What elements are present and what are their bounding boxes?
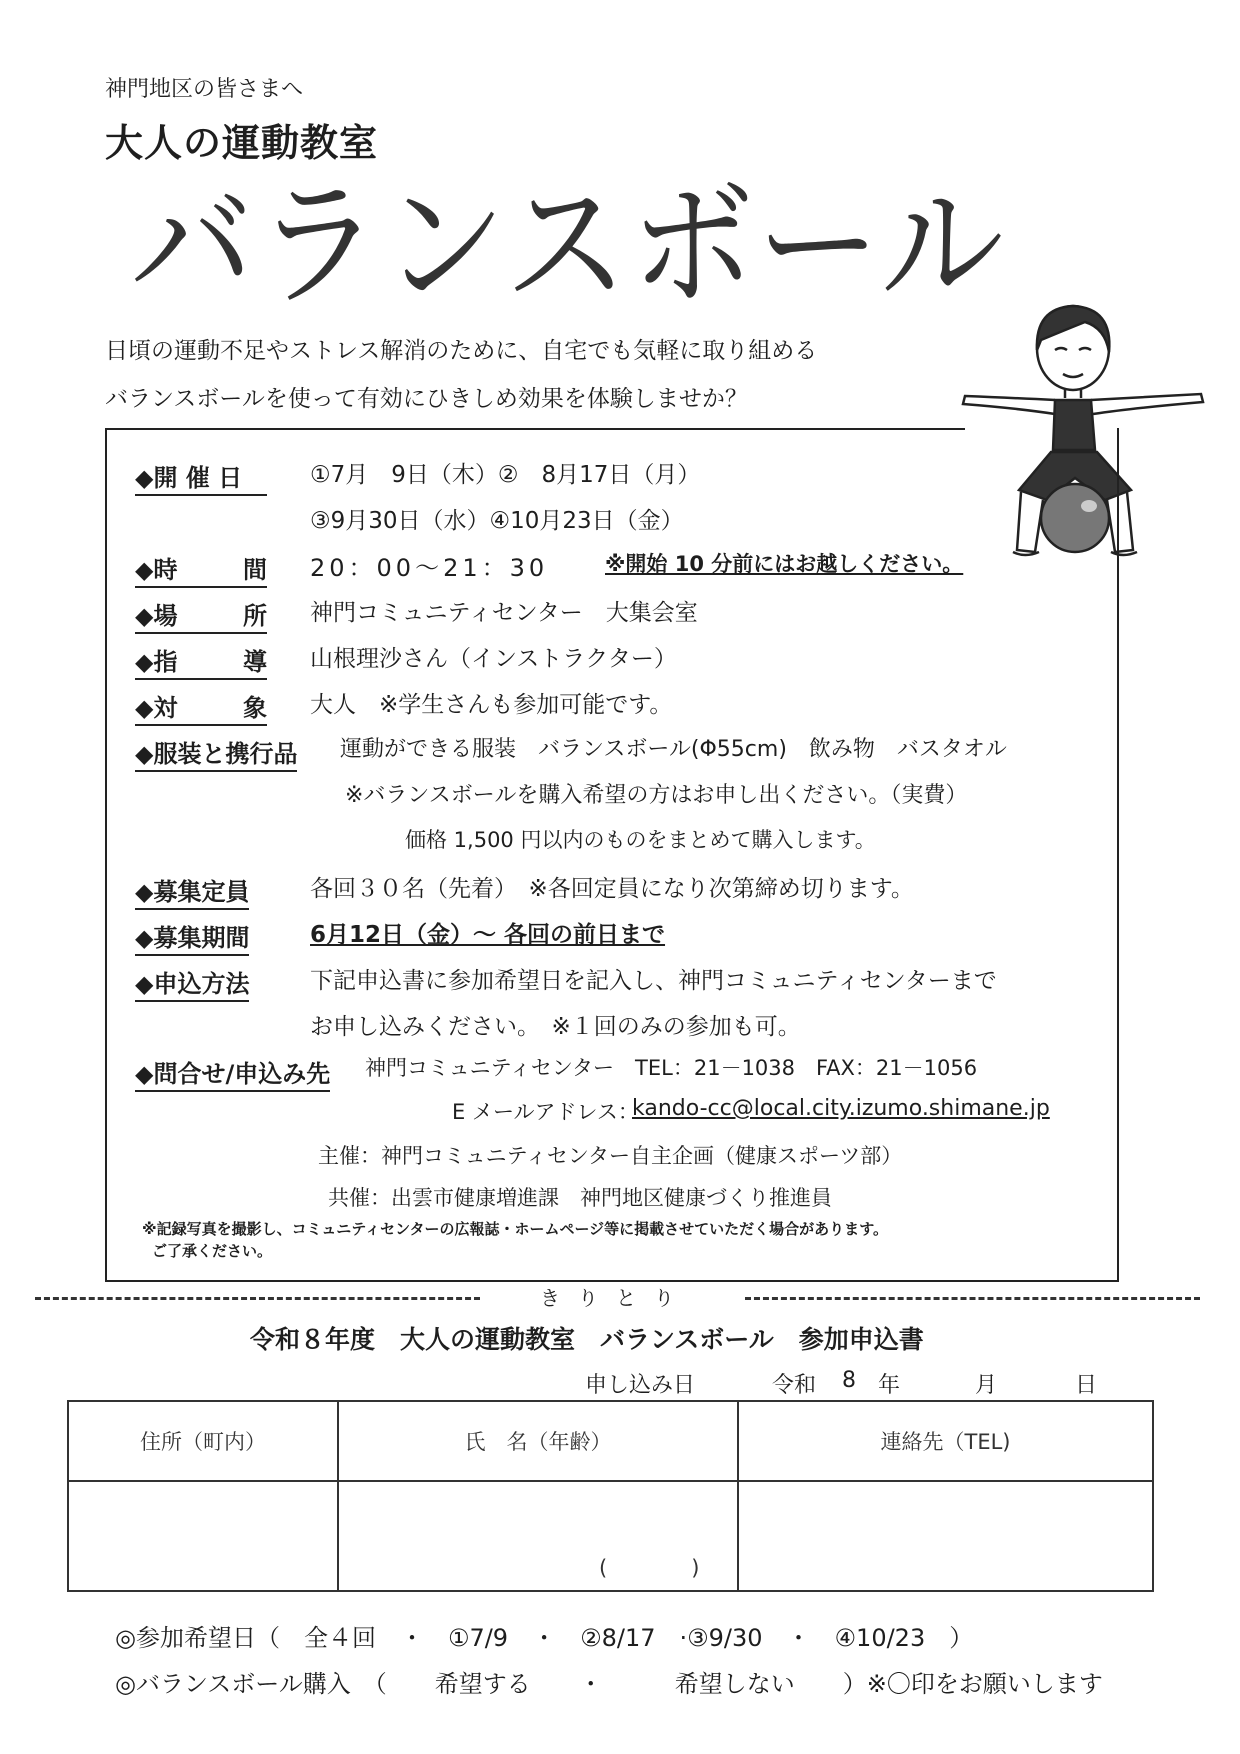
items-note-price: 価格 1,500 円以内のものをまとめて購入します。 [405,828,876,852]
instructor-value: 山根理沙さん（インストラクター） [310,646,677,672]
photo-note-2: ご了承ください。 [152,1242,273,1260]
contact-tel-field[interactable] [738,1481,1153,1591]
capacity-value: 各回３０名（先着） ※各回定員になり次第締め切ります。 [310,876,914,902]
apply-label: ◆申込方法 [135,964,249,1002]
apply-value-1: 下記申込書に参加希望日を記入し、神門コミュニティセンターまで [310,968,997,994]
ball-purchase-choice[interactable]: ◎バランスボール購入 （ 希望する ・ 希望しない ）※〇印をお願いします [115,1670,1103,1698]
cut-line-left [35,1297,480,1300]
address-field[interactable] [68,1481,338,1591]
dates-line-1: ①7月 9日（木）② 8月17日（月） [310,462,701,488]
dates-label: ◆開 催 日 [135,458,267,496]
intro-line-2: バランスボールを使って有効にひきしめ効果を体験しませか？ [105,386,748,412]
header-name-age: 氏 名（年齢） [338,1401,738,1481]
contact-value: 神門コミュニティセンター TEL：21－1038 FAX：21－1056 [365,1056,978,1080]
apply-value-2: お申し込みください。 ※１回のみの参加も可。 [310,1014,801,1040]
time-note: ※開始 10 分前にはお越しください。 [605,552,964,576]
items-value: 運動ができる服装 バランスボール(Φ55cm) 飲み物 バスタオル [340,737,1007,762]
form-date-year: 8 [842,1368,856,1393]
event-subtitle: 大人の運動教室 [105,121,379,165]
cosponsor: 共催：出雲市健康増進課 神門地区健康づくり推進員 [328,1186,832,1210]
instructor-label: ◆指 導 [135,642,267,680]
email-link[interactable]: kando-cc@local.city.izumo.shimane.jp [632,1096,1050,1121]
cut-line-label: きりとり [540,1286,692,1310]
header-contact-tel: 連絡先（TEL) [738,1401,1153,1481]
form-date-era: 令和 [772,1373,817,1398]
header-address: 住所（町内） [68,1401,338,1481]
age-parentheses: ( ) [599,1556,700,1580]
place-value: 神門コミュニティセンター 大集会室 [310,600,698,626]
time-value: 20：00～21：30 [310,554,549,582]
form-date-label: 申し込み日 [585,1373,696,1398]
contact-label: ◆問合せ/申込み先 [135,1054,330,1092]
event-title: バランスボール [130,165,1006,328]
form-date-month: 月 [975,1373,998,1398]
form-date-year-unit: 年 [878,1373,901,1398]
intro-line-1: 日頃の運動不足やストレス解消のために、自宅でも気軽に取り組める [105,338,818,364]
place-label: ◆場 所 [135,596,267,634]
period-value: 6月12日（金）～ 各回の前日まで [310,922,666,948]
photo-note-1: ※記録写真を撮影し、コミュニティセンターの広報誌・ホームページ等に掲載させていただく場合があります。 [142,1220,888,1238]
name-age-field[interactable] [338,1481,738,1591]
items-label: ◆服装と携行品 [135,734,297,772]
form-date-day: 日 [1075,1373,1098,1398]
application-table [67,1400,1154,1592]
target-value: 大人 ※学生さんも参加可能です。 [310,692,673,718]
items-note-purchase: ※バランスボールを購入希望の方はお申し出ください。（実費） [345,783,968,808]
dates-line-2: ③9月30日（水）④10月23日（金） [310,508,684,534]
period-label: ◆募集期間 [135,918,249,956]
greeting: 神門地区の皆さまへ [105,77,304,102]
form-title: 令和８年度 大人の運動教室 バランスボール 参加申込書 [250,1325,924,1354]
cut-line-right [745,1297,1200,1300]
organizer: 主催：神門コミュニティセンター自主企画（健康スポーツ部） [318,1144,903,1168]
email-label: E メールアドレス： [452,1100,639,1124]
target-label: ◆対 象 [135,688,267,726]
preferred-dates-choice[interactable]: ◎参加希望日（ 全４回 ・ ①7/9 ・ ②8/17 ·③9/30 ・ ④10/23 ） [115,1624,974,1652]
time-label: ◆時 間 [135,550,267,588]
capacity-label: ◆募集定員 [135,872,249,910]
